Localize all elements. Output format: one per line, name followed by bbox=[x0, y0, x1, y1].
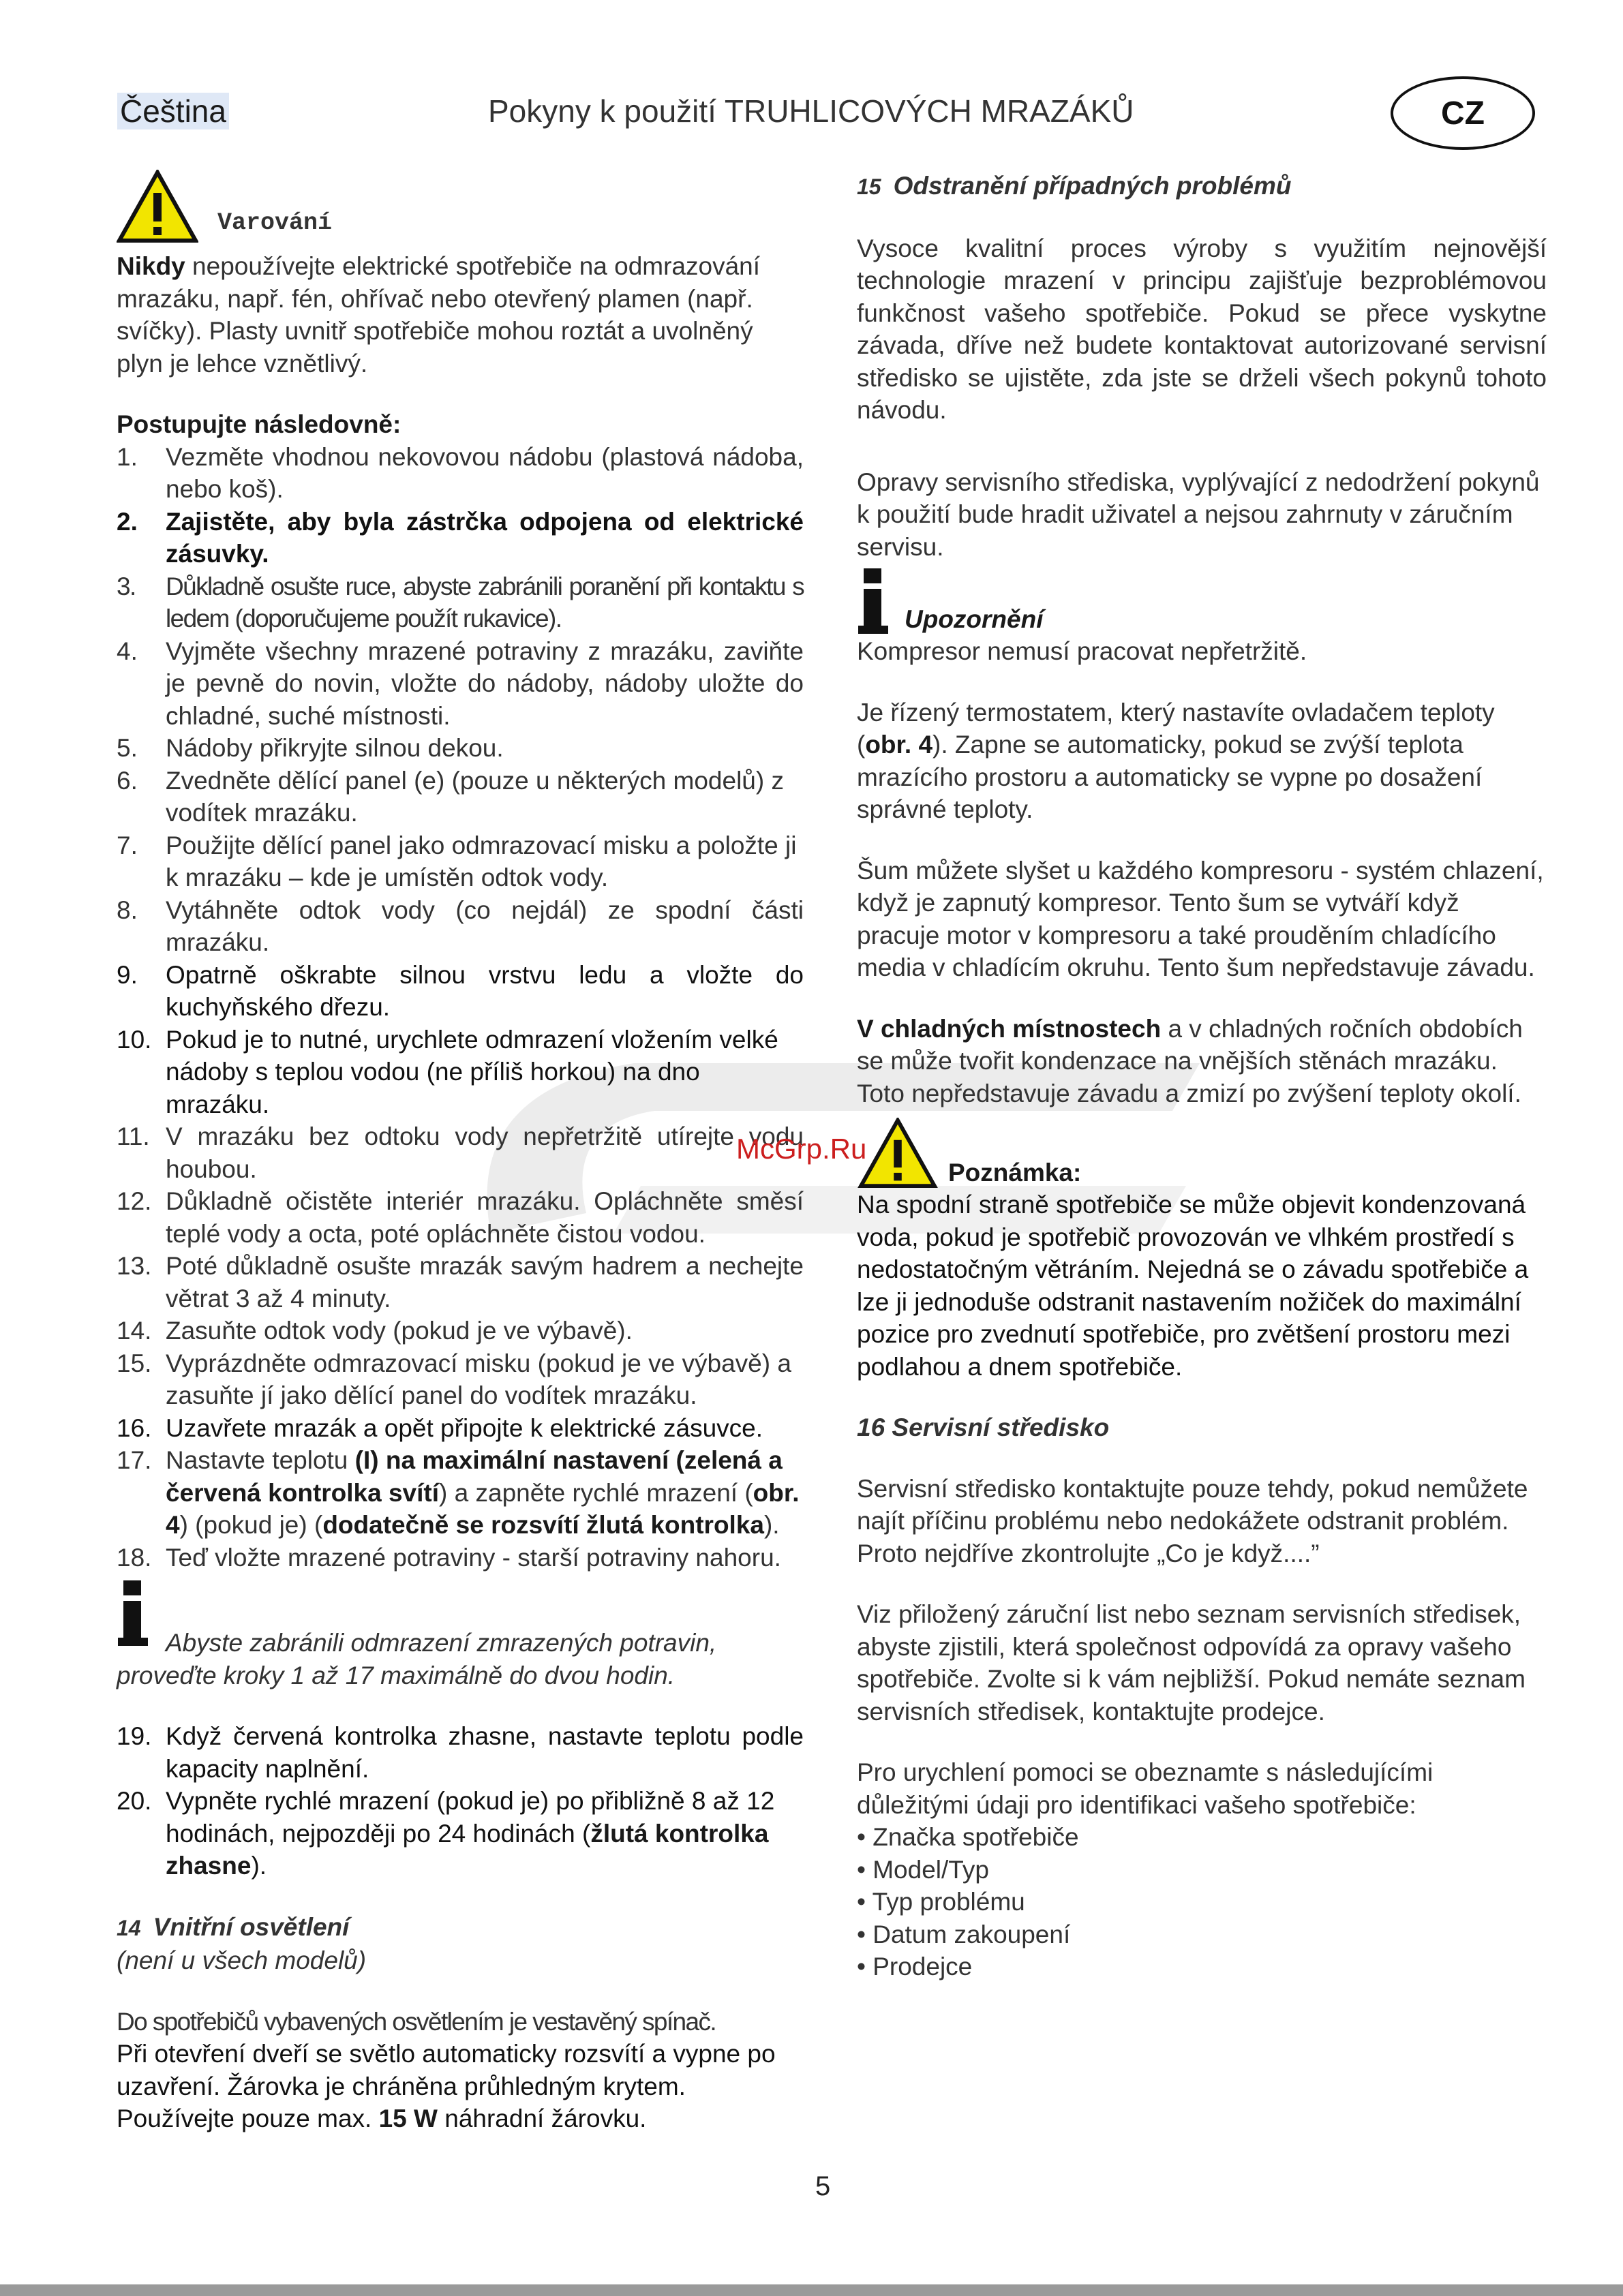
list-item: • Značka spotřebiče bbox=[857, 1823, 1079, 1851]
country-badge-text: CZ bbox=[1441, 95, 1485, 132]
list-item: 2. Zajistěte, aby byla zástrčka odpojena od elektrické zásuvky. bbox=[117, 507, 804, 568]
list-item: 5. Nádoby přikryjte silnou dekou. bbox=[117, 734, 504, 762]
list-item: 11. V mrazáku bez odtoku vody nepřetržitě utírejte vodu houbou. bbox=[117, 1122, 804, 1183]
warning-bold: Nikdy bbox=[117, 252, 185, 280]
notice-heading bbox=[857, 567, 1547, 635]
warning-text: nepoužívejte elektrické spotřebiče na odmrazování mrazáku, např. fén, ohřívač nebo otevřený plamen (např. svíčky). Plasty uvnitř spotřebiče mohou roztát a uvolněný plyn je lehce vznětlivý. bbox=[117, 252, 761, 378]
warning-triangle-icon bbox=[857, 1118, 939, 1189]
note-heading bbox=[857, 1118, 1547, 1189]
notice-text-4: V chladných místnostech a v chladných ročních obdobích se může tvořit kondenzace na vnějších stěnách mrazáku. Toto nepředstavuje závadu a zmizí po zvýšení teploty okolí. bbox=[857, 1014, 1523, 1107]
list-item: 16. Uzavřete mrazák a opět připojte k elektrické zásuvce. bbox=[117, 1413, 763, 1442]
notice-text-3: Šum můžete slyšet u každého kompresoru - systém chlazení, když je zapnutý kompresor. Tento šum se vytváří když pracuje motor v kompresoru a také prouděním chladícího media v chladícím okruhu. Tento šum nepředstavuje závadu. bbox=[857, 856, 1544, 981]
bottom-rule bbox=[0, 2284, 1623, 2296]
list-item: 6. Zvedněte dělící panel (e) (pouze u některých modelů) z vodítek mrazáku. bbox=[117, 766, 784, 827]
site-watermark: McGrp.Ru bbox=[736, 1133, 867, 1165]
country-badge bbox=[1391, 76, 1535, 150]
right-column bbox=[857, 170, 1547, 1983]
list-item: 20. Vypněte rychlé mrazení (pokud je) po přibližně 8 až 12 hodinách, nejpozději po 24 hodinách (žlutá kontrolka zhasne). bbox=[117, 1787, 775, 1880]
left-column bbox=[117, 170, 804, 2135]
note-text: Na spodní straně spotřebiče se může objevit kondenzovaná voda, pokud je spotřebič provozován ve vlhkém prostředí s nedostatočným větráním. Nejedná se o závadu spotřebiče a lze ji jednoduše odstranit nastavením nožiček do maximální pozice pro zvednutí spotřebiče, pro zvětšení prostoru mezi podlahou a dnem spotřebiče. bbox=[857, 1191, 1529, 1381]
list-item: 17. Nastavte teplotu (I) na maximální nastavení (zelená a červená kontrolka svítí) a zapněte rychlé mrazení (obr. 4) (pokud je) (dodatečně se rozsvítí žlutá kontrolka). bbox=[117, 1446, 800, 1539]
page-title: Pokyny k použití TRUHLICOVÝCH MRAZÁKŮ bbox=[488, 93, 1134, 129]
list-item: 19. Když červená kontrolka zhasne, nastavte teplotu podle kapacity naplnění. bbox=[117, 1722, 804, 1783]
list-item: 15. Vyprázdněte odmrazovací misku (pokud je ve výbavě) a zasuňte jí jako dělící panel do vodítek mrazáku. bbox=[117, 1349, 791, 1409]
info-note-text: Abyste zabránili odmrazení zmrazených potravin, proveďte kroky 1 až 17 maximálně do dvou hodin. bbox=[117, 1629, 717, 1689]
section-15-heading: 15 Odstranění případných problémů bbox=[857, 172, 1292, 200]
page-number: 5 bbox=[815, 2171, 831, 2201]
note-title: Poznámka: bbox=[948, 1158, 1082, 1187]
notice-title: Upozornění bbox=[905, 604, 1044, 633]
section-16-text-1: Servisní středisko kontaktujte pouze tehdy, pokud nemůžete najít příčinu problému nebo nedokážete odstranit problém. Proto nejdříve zkontrolujte „Co je když....” bbox=[857, 1474, 1528, 1567]
section-14-text-1: Do spotřebičů vybavených osvětlením je vestavěný spínač. bbox=[117, 2007, 716, 2036]
warning-paragraph bbox=[117, 250, 804, 380]
list-item: 9. Opatrně oškrabte silnou vrstvu ledu a vložte do kuchyňského dřezu. bbox=[117, 960, 804, 1021]
list-item: 13. Poté důkladně osušte mrazák savým hadrem a nechejte větrat 3 až 4 minuty. bbox=[117, 1252, 804, 1313]
list-item: 18. Teď vložte mrazené potraviny - starší potraviny nahoru. bbox=[117, 1543, 781, 1572]
notice-text-1: Kompresor nemusí pracovat nepřetržitě. bbox=[857, 637, 1307, 665]
section-15-text-1: Vysoce kvalitní proces výroby s využitím nejnovější technologie mrazení v principu zajišťuje bezproblémovou funkčnost vašeho spotřebiče. Pokud se přece vyskytne závada, dříve než budete kontaktovat autorizované servisní středisko se ujistěte, zda jste se drželi všech pokynů tohoto návodu. bbox=[857, 234, 1547, 424]
list-item: 4. Vyjměte všechny mrazené potraviny z mrazáku, zaviňte je pevně do novin, vložte do nádoby, nádoby uložte do chladné, suché místnosti. bbox=[117, 637, 804, 730]
section-15-text-2: Opravy servisního střediska, vyplývající z nedodržení pokynů k použití bude hradit uživatel a nejsou zahrnuty v záručním servisu. bbox=[857, 468, 1540, 561]
list-item: 12. Důkladně očistěte interiér mrazáku. Opláchněte směsí teplé vody a octa, poté opláchněte čistou vodou. bbox=[117, 1187, 804, 1248]
list-item: • Prodejce bbox=[857, 1953, 973, 1980]
info-icon bbox=[857, 567, 890, 635]
list-item: 8. Vytáhněte odtok vody (co nejdál) ze spodní části mrazáku. bbox=[117, 896, 804, 956]
list-item: • Datum zakoupení bbox=[857, 1920, 1071, 1948]
section-14-subtitle: (není u všech modelů) bbox=[117, 1946, 367, 1974]
list-item: 14. Zasuňte odtok vody (pokud je ve výbavě). bbox=[117, 1317, 633, 1345]
info-icon bbox=[117, 1579, 149, 1647]
identification-list bbox=[857, 1821, 1547, 1983]
list-item: • Model/Typ bbox=[857, 1855, 989, 1884]
steps-heading: Postupujte následovně: bbox=[117, 410, 401, 438]
section-16-text-2: Viz přiložený záruční list nebo seznam servisních středisek, abyste zjistili, která společnost odpovídá za opravy vašeho spotřebiče. Zvolte si k vám nejbližší. Pokud nemáte seznam servisních středisek, kontaktujte prodejce. bbox=[857, 1600, 1526, 1726]
warning-triangle-icon bbox=[117, 170, 198, 243]
info-note bbox=[117, 1579, 804, 1692]
list-item: 7. Použijte dělící panel jako odmrazovací misku a položte ji k mrazáku – kde je umístěn odtok vody. bbox=[117, 831, 797, 891]
notice-text-2: Je řízený termostatem, který nastavíte ovladačem teploty (obr. 4). Zapne se automaticky, pokud se zvýší teplota mrazícího prostoru a automaticky se vypne po dosažení správné teploty. bbox=[857, 698, 1495, 823]
list-item: 10. Pokud je to nutné, urychlete odmrazení vložením velké nádoby s teplou vodou (ne příliš horkou) na dno mrazáku. bbox=[117, 1025, 778, 1118]
list-item: 1. Vezměte vhodnou nekovovou nádobu (plastová nádoba, nebo koš). bbox=[117, 442, 804, 503]
language-label: Čeština bbox=[117, 93, 229, 129]
list-item: • Typ problému bbox=[857, 1888, 1025, 1916]
section-14-text-2: Při otevření dveří se světlo automaticky rozsvítí a vypne po uzavření. Žárovka je chráněna průhledným krytem. Používejte pouze max. 15 W náhradní žárovku. bbox=[117, 2040, 776, 2132]
section-14-heading: 14 Vnitřní osvětlení bbox=[117, 1912, 350, 1941]
defrost-steps-continued bbox=[117, 1720, 804, 1882]
section-16-text-3: Pro urychlení pomoci se obeznamte s následujícími důležitými údaji pro identifikaci vašeho spotřebiče: bbox=[857, 1758, 1434, 1819]
list-item: 3. Důkladně osušte ruce, abyste zabránili poranění při kontaktu s ledem (doporučujeme použít rukavice). bbox=[117, 572, 804, 632]
warning-title: Varování bbox=[217, 209, 333, 236]
warning-heading bbox=[117, 170, 804, 243]
defrost-steps bbox=[117, 441, 804, 1574]
section-16-heading: 16 Servisní středisko bbox=[857, 1413, 1110, 1441]
